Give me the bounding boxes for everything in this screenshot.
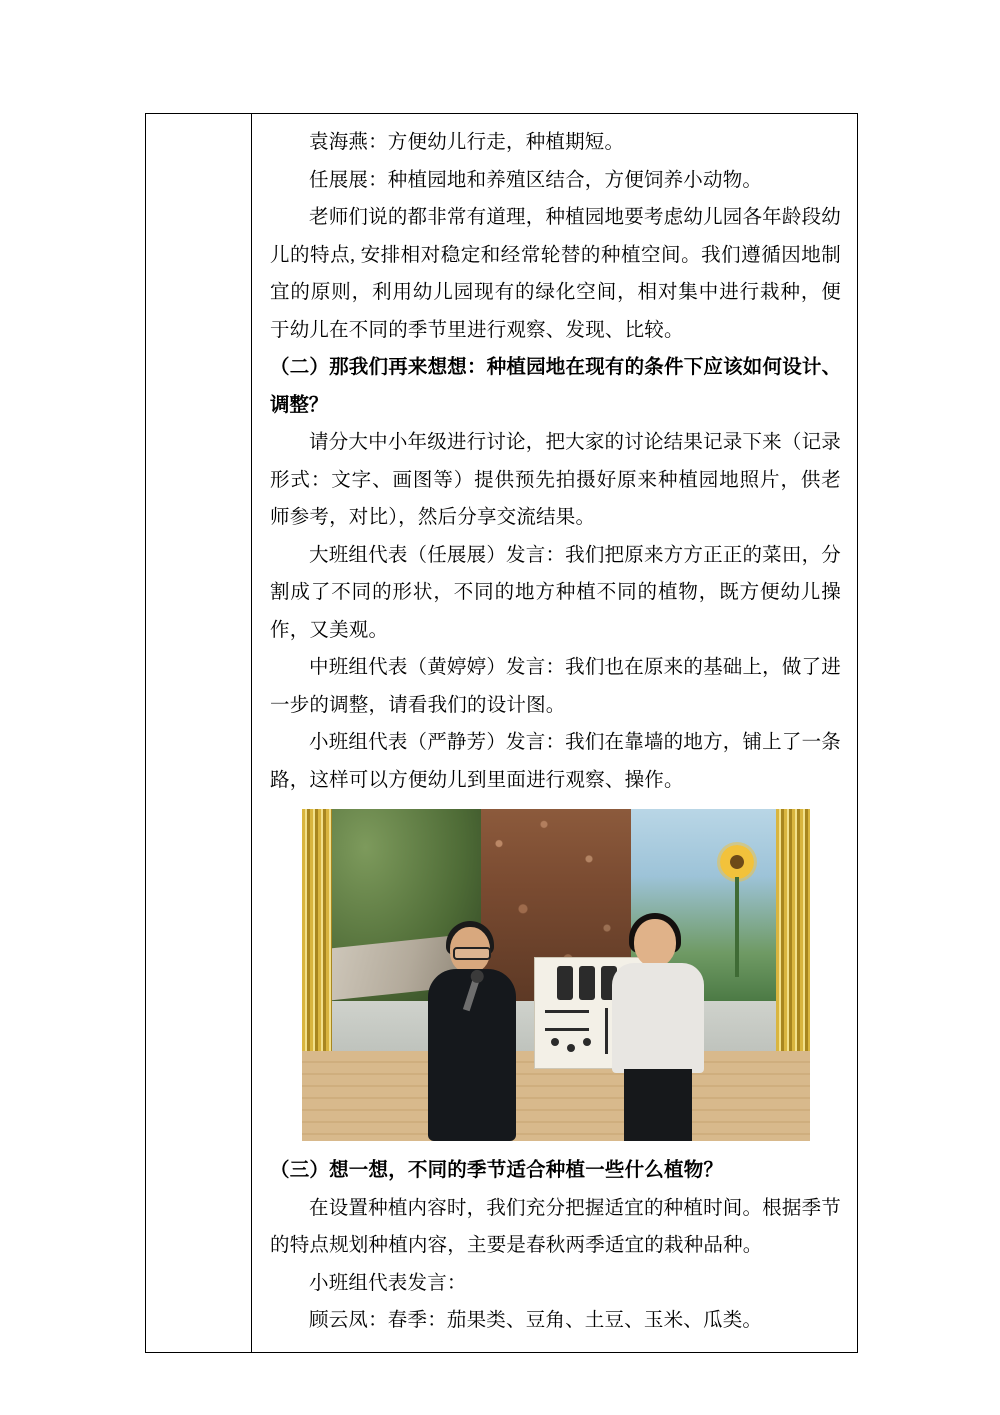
speaker-b-head <box>634 919 676 967</box>
paragraph-3: 老师们说的都非常有道理，种植园地要考虑幼儿园各年龄段幼儿的特点, 安排相对稳定和经常轮替的种植空间。我们遵循因地制宜的原则，利用幼儿园现有的绿化空间，相对集中进行栽种，便于幼儿在不同的季节里进行观察、发现、比较。 <box>270 207 841 341</box>
poster-mark <box>557 966 573 1000</box>
paragraph-1: 袁海燕：方便幼儿行走，种植期短。 <box>309 132 625 153</box>
sunflower-icon <box>720 845 754 879</box>
paragraph-5: 请分大中小年级进行讨论，把大家的讨论结果记录下来（记录形式：文字、画图等）提供预先拍摄好原来种植园地照片，供老师参考，对比），然后分享交流结果。 <box>270 432 841 528</box>
speaker-b-legs <box>624 1069 692 1141</box>
heading-section-three: （三）想一想，不同的季节适合种植一些什么植物？ <box>270 1160 724 1181</box>
speaker-holding-poster <box>602 919 712 1141</box>
paragraph-7: 中班组代表（黄婷婷）发言：我们也在原来的基础上，做了进一步的调整，请看我们的设计图。 <box>270 657 841 716</box>
label-column-cell <box>146 114 252 1353</box>
paragraph-10: 在设置种植内容时，我们充分把握适宜的种植时间。根据季节的特点规划种植内容，主要是春秋两季适宜的栽种品种。 <box>270 1197 841 1256</box>
gold-curtain-right-lower <box>776 1001 810 1051</box>
glasses-icon <box>453 947 491 960</box>
poster-mark <box>545 1010 589 1013</box>
presentation-photo <box>302 809 810 1141</box>
sunflower-stem <box>735 877 739 977</box>
photo-container <box>270 809 841 1146</box>
paragraph-11: 小班组代表发言： <box>309 1272 467 1294</box>
gold-curtain-left-lower <box>302 1001 332 1051</box>
paragraph-12: 顾云凤：春季：茄果类、豆角、土豆、玉米、瓜类。 <box>309 1310 763 1331</box>
gold-curtain-right <box>776 809 810 1001</box>
poster-mark <box>545 1028 589 1031</box>
poster-dot <box>551 1038 559 1046</box>
table-row <box>146 114 858 1353</box>
paragraph-2: 任展展：种植园地和养殖区结合，方便饲养小动物。 <box>309 169 763 191</box>
speaker-with-microphone <box>420 927 524 1141</box>
paragraph-8: 小班组代表（严静芳）发言：我们在靠墙的地方，铺上了一条路，这样可以方便幼儿到里面进行观察、操作。 <box>270 732 841 791</box>
poster-dot <box>567 1044 575 1052</box>
paragraph-6: 大班组代表（任展展）发言：我们把原来方方正正的菜田，分割成了不同的形状，不同的地方种植不同的植物，既方便幼儿操作，又美观。 <box>270 544 841 641</box>
poster-mark <box>579 966 595 1000</box>
body-content <box>252 114 857 1352</box>
speaker-b-body <box>612 963 704 1073</box>
heading-section-two: （二）那我们再来想想：种植园地在现有的条件下应该如何设计、调整？ <box>270 357 841 416</box>
gold-curtain-left <box>302 809 332 1001</box>
body-column-cell <box>252 114 858 1353</box>
content-table <box>145 113 858 1353</box>
poster-dot <box>583 1038 591 1046</box>
